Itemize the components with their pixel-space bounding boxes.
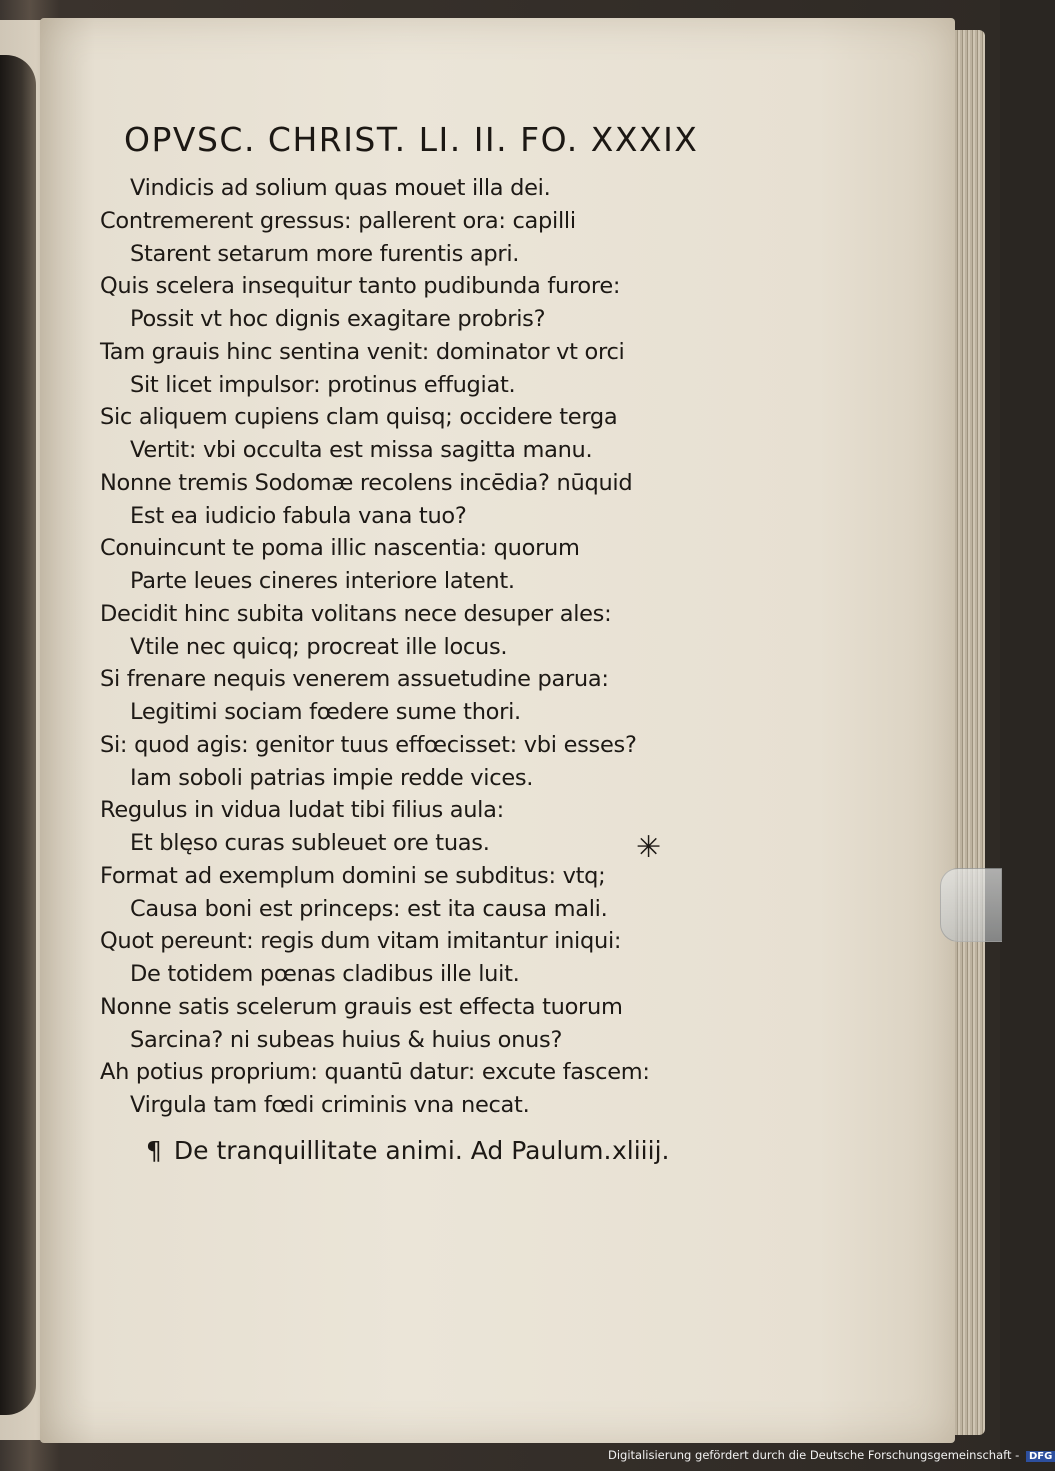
asterisk-mark: ✳ [636, 830, 662, 865]
verse-line: Iam soboli patrias impie redde vices. [130, 764, 534, 791]
verse-line: Tam grauis hinc sentina venit: dominator vt orci [100, 338, 625, 365]
verse-line: Quot pereunt: regis dum vitam imitantur iniqui: [100, 928, 622, 955]
verse-line: Nonne tremis Sodomæ recolens incēdia? nūquid [100, 469, 633, 496]
verse-line: Possit vt hoc dignis exagitare probris? [130, 306, 546, 332]
verse-line: Contremerent gressus: pallerent ora: capilli [100, 207, 576, 234]
verse-line: Legitimi sociam fœdere sume thori. [130, 699, 521, 725]
verse-line: Est ea iudicio fabula vana tuo? [130, 502, 467, 529]
section-title: De tranquillitate animi. Ad Paulum. [173, 1136, 612, 1165]
verse-line: Conuincunt te poma illic nascentia: quorum [100, 535, 580, 562]
verse-line: Nonne satis scelerum grauis est effecta tuorum [100, 993, 623, 1020]
verse-line: Vertit: vbi occulta est missa sagitta manu. [130, 437, 593, 463]
verse-line: Decidit hinc subita volitans nece desuper ales: [100, 600, 612, 627]
section-number: xliiij. [612, 1136, 670, 1165]
verse-line: Format ad exemplum domini se subditus: vtq; [100, 862, 606, 889]
verse-line: De totidem pœnas cladibus ille luit. [130, 961, 520, 987]
verse-line: Sit licet impulsor: protinus effugiat. [130, 371, 516, 398]
digitization-credit [608, 1448, 1055, 1462]
pilcrow-mark: ¶ [146, 1136, 162, 1165]
verse-line: Quis scelera insequitur tanto pudibunda furore: [100, 273, 621, 300]
section-heading [146, 1136, 706, 1165]
verse-line: Sarcina? ni subeas huius & huius onus? [130, 1026, 563, 1053]
verse-line: Si: quod agis: genitor tuus effœcisset: vbi esses? [100, 731, 637, 758]
verse-block [100, 172, 720, 1122]
verse-line: Parte leues cineres interiore latent. [130, 568, 515, 594]
verse-line: Et blęso curas subleuet ore tuas. [130, 830, 490, 856]
verse-line: Si frenare nequis venerem assuetudine parua: [100, 666, 609, 693]
verse-line: Vtile nec quicq; procreat ille locus. [130, 633, 508, 660]
verse-line: Causa boni est princeps: est ita causa mali. [130, 895, 608, 922]
verse-line: Virgula tam fœdi criminis vna necat. [130, 1092, 530, 1118]
dfg-logo: DFG [1026, 1451, 1055, 1462]
page-clip [940, 868, 1002, 942]
binding-gutter [0, 55, 36, 1415]
page-stack-edge [955, 30, 985, 1435]
verse-line: Starent setarum more furentis apri. [130, 240, 520, 267]
verse-line: Vindicis ad solium quas mouet illa dei. [130, 175, 551, 201]
verse-line: Regulus in vidua ludat tibi filius aula: [100, 797, 504, 824]
running-header: OPVSC. CHRIST. LI. II. FO. XXXIX [124, 120, 699, 159]
credit-text: Digitalisierung gefördert durch die Deutsche Forschungsgemeinschaft - [608, 1448, 1020, 1462]
verse-line: Sic aliquem cupiens clam quisq; occidere terga [100, 404, 618, 431]
verse-line: Ah potius proprium: quantū datur: excute fascem: [100, 1059, 650, 1086]
